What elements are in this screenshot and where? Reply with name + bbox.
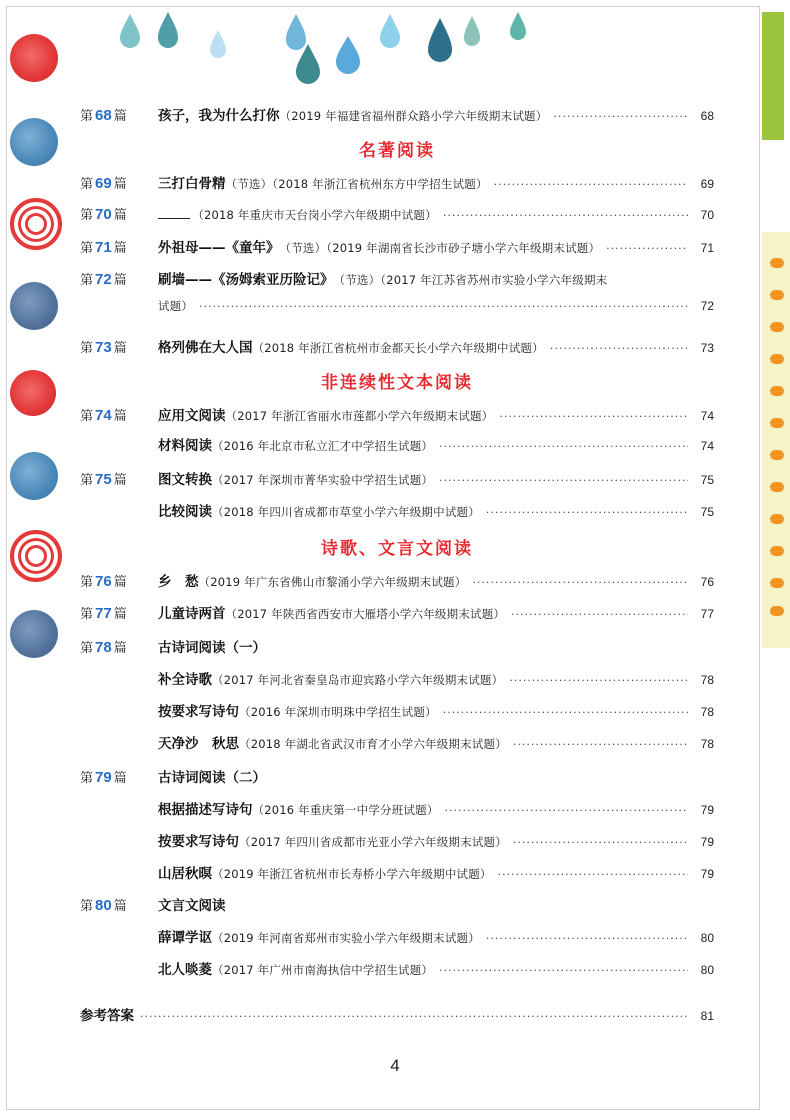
entry-page: 73 [700, 341, 714, 355]
green-side-tab [762, 12, 784, 140]
ring-icon [770, 418, 784, 428]
leader-dots [443, 706, 688, 719]
toc-entry[interactable]: 第 72 篇 刷墙——《汤姆索亚历险记》 （节选）（2017 年江苏省苏州市实验小学六年级期末 [80, 268, 714, 292]
entry-page: 76 [700, 575, 714, 589]
leader-dots [509, 674, 688, 687]
leader-dots [439, 440, 688, 453]
entry-source: （2018 年四川省成都市草堂小学六年级期中试题） [212, 505, 480, 519]
toc-entry[interactable]: 第 73 篇 格列佛在大人国 （2018 年浙江省杭州市金都天长小学六年级期中试题） ····· 73 [80, 336, 714, 360]
leader-dots [498, 868, 688, 881]
entry-source: （2017 年四川省成都市光亚小学六年级期末试题） [239, 835, 507, 849]
entry-title: 按要求写诗句 [158, 834, 239, 850]
entry-source: （2018 年浙江省杭州市金都天长小学六年级期中试题） [252, 341, 544, 355]
leader-dots [439, 964, 688, 977]
leader-dots [140, 1010, 688, 1023]
entry-page: 68 [700, 109, 714, 123]
blue-circle-icon [10, 118, 58, 166]
entry-title: 材料阅读 [158, 438, 212, 454]
entry-page: 70 [700, 208, 714, 222]
leader-dots [553, 110, 688, 123]
entry-title: 根据描述写诗句 [158, 802, 253, 818]
toc-entry-continued[interactable] [80, 298, 714, 322]
entry-source: （2019 年福建省福州群众路小学六年级期末试题） [279, 109, 548, 123]
toc-entry[interactable]: 第 70 篇 （2018 年重庆市天台岗小学六年级期中试题） ····· 70 [80, 204, 714, 228]
entry-page: 78 [700, 705, 714, 719]
leader-dots [513, 836, 688, 849]
leader-dots [494, 178, 688, 191]
raindrop-icon [120, 14, 140, 48]
ring-icon [770, 322, 784, 332]
entry-page: 79 [700, 867, 714, 881]
toc-entry[interactable] [80, 926, 714, 950]
entry-title: 应用文阅读 [158, 408, 226, 424]
entry-title: 按要求写诗句 [158, 704, 239, 720]
entry-page: 71 [700, 241, 714, 255]
leader-dots [606, 242, 688, 255]
leader-dots [486, 932, 688, 945]
red-circle-icon [10, 370, 56, 416]
entry-source: （2016 年重庆第一中学分班试题） [252, 803, 439, 817]
entry-title: 古诗词阅读（二） [158, 770, 266, 786]
ring-icon [770, 354, 784, 364]
toc-entry[interactable] [80, 958, 714, 982]
entry-title: 薛谭学讴 [158, 930, 212, 946]
entry-source: （2017 年广州市南海执信中学招生试题） [212, 963, 434, 977]
red-scribble-circle-icon [10, 530, 62, 582]
entry-page: 80 [700, 931, 714, 945]
entry-page: 79 [700, 835, 714, 849]
ring-icon [770, 290, 784, 300]
toc-entry[interactable] [80, 862, 714, 886]
entry-title: 儿童诗两首 [158, 606, 226, 622]
entry-title: 孩子，我为什么打你 [158, 108, 280, 124]
entry-title: 比较阅读 [158, 504, 212, 520]
ring-icon [770, 606, 784, 616]
raindrop-decoration [110, 10, 550, 90]
entry-title: 山居秋暝 [158, 866, 212, 882]
entry-page: 78 [700, 737, 714, 751]
page-number: 4 [390, 1056, 400, 1075]
raindrop-icon [428, 18, 452, 62]
toc-entry[interactable] [80, 830, 714, 854]
raindrop-icon [336, 36, 360, 74]
entry-source: （节选）（2017 年江苏省苏州市实验小学六年级期末 [333, 273, 608, 287]
leader-dots [472, 576, 688, 589]
toc-entry[interactable] [80, 434, 714, 458]
leader-dots [445, 804, 688, 817]
toc-entry[interactable] [80, 798, 714, 822]
ring-icon [770, 482, 784, 492]
title-blank-line [158, 206, 190, 219]
toc-entry[interactable]: 第 71 篇 外祖母——《童年》 （节选）（2019 年湖南省长沙市砂子塘小学六年级期末试题） ····· 71 [80, 236, 714, 260]
raindrop-icon [464, 16, 480, 46]
section-heading-shige: 诗歌、文言文阅读 [321, 539, 473, 559]
entry-source: （2019 年浙江省杭州市长寿桥小学六年级期中试题） [212, 867, 492, 881]
section-heading-mingzhu: 名著阅读 [359, 141, 435, 161]
red-circle-icon [10, 34, 58, 82]
entry-source: （2017 年河北省秦皇岛市迎宾路小学六年级期末试题） [212, 673, 504, 687]
entry-title: 北人啖菱 [158, 962, 212, 978]
raindrop-icon [158, 12, 178, 48]
entry-title: 刷墙——《汤姆索亚历险记》 [158, 272, 334, 288]
entry-page: 75 [700, 473, 714, 487]
toc-entry[interactable] [80, 668, 714, 692]
leader-dots [443, 209, 688, 222]
blue-circle-icon [10, 452, 58, 500]
entry-title: 乡 愁 [158, 574, 199, 590]
answers-title: 参考答案 [80, 1008, 134, 1024]
blue-circle-icon [10, 282, 58, 330]
entry-title: 三打白骨精 [158, 176, 226, 192]
toc-entry-answers[interactable] [80, 1004, 714, 1028]
entry-title: 文言文阅读 [158, 898, 226, 914]
red-scribble-circle-icon [10, 198, 62, 250]
toc-entry[interactable]: 第 77 篇 儿童诗两首 （2017 年陕西省西安市大雁塔小学六年级期末试题） ····· 77 [80, 602, 714, 626]
raindrop-icon [510, 12, 526, 40]
ring-icon [770, 450, 784, 460]
entry-title: 图文转换 [158, 472, 212, 488]
entry-page: 69 [700, 177, 714, 191]
leader-dots [513, 738, 688, 751]
ring-icon [770, 514, 784, 524]
toc-entry[interactable] [80, 500, 714, 524]
entry-title: 外祖母——《童年》 [158, 240, 280, 256]
entry-page: 80 [700, 963, 714, 977]
entry-source: （2016 年北京市私立汇才中学招生试题） [212, 439, 434, 453]
toc-entry[interactable]: 第 76 篇 乡 愁 （2019 年广东省佛山市黎涌小学六年级期末试题） ····· 76 [80, 570, 714, 594]
toc-entry[interactable]: 第 75 篇 图文转换 （2017 年深圳市菁华实验中学招生试题） ····· 75 [80, 468, 714, 492]
entry-source: （2018 年重庆市天台岗小学六年级期中试题） [192, 208, 437, 222]
entry-page: 75 [700, 505, 714, 519]
entry-page: 77 [700, 607, 714, 621]
ring-icon [770, 258, 784, 268]
toc-entry[interactable]: 第 79 篇 古诗词阅读（二） [80, 766, 714, 790]
leader-dots [550, 342, 688, 355]
leader-dots [486, 506, 688, 519]
section-heading-feilianxu: 非连续性文本阅读 [321, 373, 473, 393]
entry-page: 78 [700, 673, 714, 687]
entry-source: （节选）（2019 年湖南省长沙市砂子塘小学六年级期末试题） [279, 241, 601, 255]
ring-icon [770, 386, 784, 396]
entry-source: （2017 年陕西省西安市大雁塔小学六年级期末试题） [225, 607, 506, 621]
toc-entry[interactable] [80, 700, 714, 724]
entry-title: 古诗词阅读（一） [158, 640, 266, 656]
blue-circle-icon [10, 610, 58, 658]
leader-dots [511, 608, 688, 621]
toc-entry[interactable]: 第 69 篇 三打白骨精 （节选）（2018 年浙江省杭州东方中学招生试题） ····· 69 [80, 172, 714, 196]
raindrop-icon [210, 30, 226, 58]
leader-dots [499, 410, 688, 423]
entry-page: 79 [700, 803, 714, 817]
entry-source: （2019 年广东省佛山市黎涌小学六年级期末试题） [198, 575, 467, 589]
entry-page: 72 [700, 299, 714, 313]
leader-dots [439, 474, 688, 487]
leader-dots [199, 300, 688, 313]
entry-source: 试题） [158, 299, 194, 313]
toc-entry[interactable]: 第 80 篇 文言文阅读 [80, 894, 714, 918]
raindrop-icon [286, 14, 306, 50]
entry-page: 74 [700, 439, 714, 453]
entry-page: 81 [700, 1009, 714, 1023]
entry-page: 74 [700, 409, 714, 423]
entry-source: （2017 年深圳市菁华实验中学招生试题） [212, 473, 434, 487]
toc-entry[interactable]: 第 74 篇 应用文阅读 （2017 年浙江省丽水市莲都小学六年级期末试题） ····· 74 [80, 404, 714, 428]
entry-title: 补全诗歌 [158, 672, 212, 688]
toc-entry[interactable]: 第 68 篇 孩子，我为什么打你 （2019 年福建省福州群众路小学六年级期末试题） ····· 68 [80, 104, 714, 128]
ring-icon [770, 578, 784, 588]
toc-entry[interactable]: 第 78 篇 古诗词阅读（一） [80, 636, 714, 660]
entry-title: 天净沙 秋思 [158, 736, 239, 752]
entry-source: （2019 年河南省郑州市实验小学六年级期末试题） [212, 931, 480, 945]
ring-icon [770, 546, 784, 556]
entry-title: 格列佛在大人国 [158, 340, 253, 356]
entry-source: （节选）（2018 年浙江省杭州东方中学招生试题） [225, 177, 488, 191]
raindrop-icon [296, 44, 320, 84]
entry-source: （2018 年湖北省武汉市育才小学六年级期末试题） [239, 737, 507, 751]
toc-entry[interactable] [80, 732, 714, 756]
raindrop-icon [380, 14, 400, 48]
entry-source: （2016 年深圳市明珠中学招生试题） [239, 705, 437, 719]
entry-source: （2017 年浙江省丽水市莲都小学六年级期末试题） [225, 409, 494, 423]
